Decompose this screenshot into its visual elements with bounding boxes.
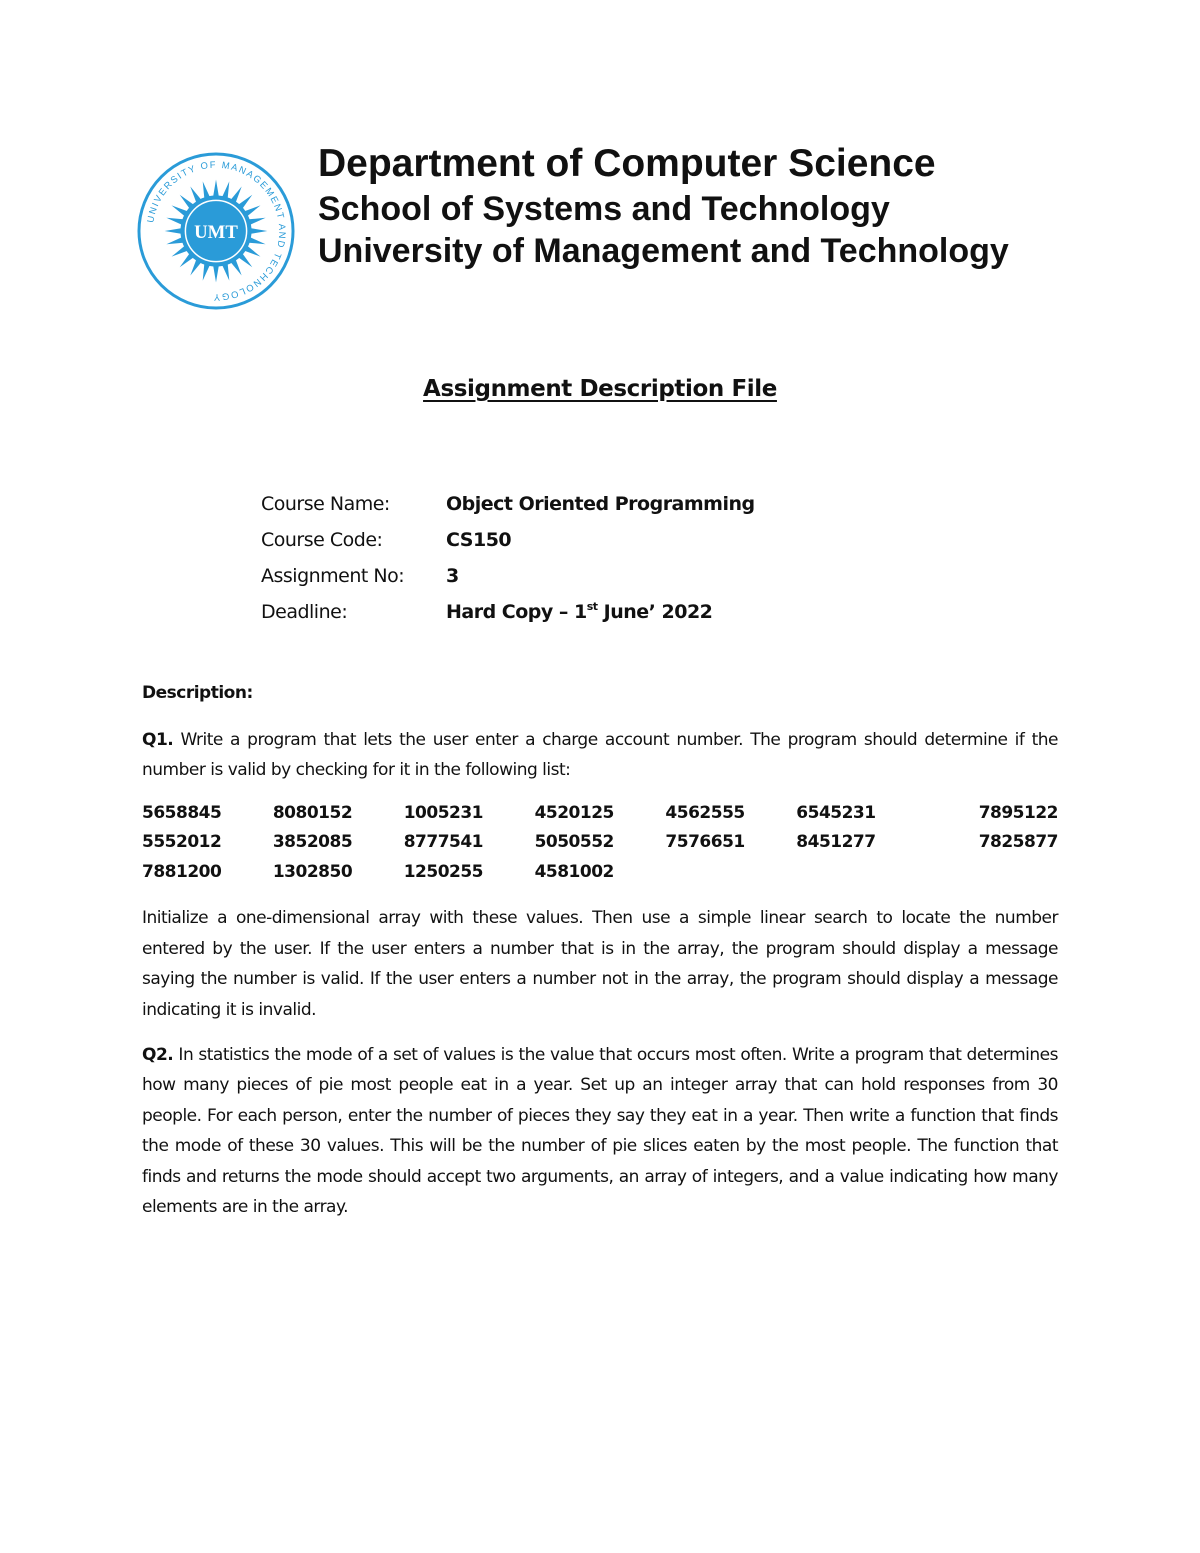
assignment-no-value: 3	[446, 565, 459, 587]
course-code-value: CS150	[446, 529, 512, 551]
course-name-label: Course Name:	[261, 493, 390, 515]
deadline-superscript: st	[586, 600, 598, 613]
account-number: 5658845	[142, 802, 222, 823]
account-number: 5050552	[534, 832, 614, 853]
account-number: 5552012	[142, 832, 222, 853]
account-number: 4520125	[534, 802, 614, 823]
account-number: 8451277	[796, 832, 876, 853]
question-2	[142, 1040, 1058, 1222]
course-code-label: Course Code:	[261, 529, 383, 551]
account-number: 7576651	[665, 832, 745, 853]
assignment-no-label: Assignment No:	[261, 565, 405, 587]
assignment-no-row	[261, 558, 755, 594]
logo-ring-text: UNIVERSITY OF MANAGEMENT AND TECHNOLOGY	[145, 159, 288, 303]
logo-initials: UMT	[194, 221, 238, 243]
question-2-text: In statistics the mode of a set of values is the value that occurs most often. Write a program that determines how many pieces of pie most people eat in a year. Set up an integer array that can hold responses from 30 people. For each person, enter the number of pieces they say they eat in a year. Then write a function that finds the mode of these 30 values. This will be the number of pie slices eaten by the most people. The function that finds and returns the mode should accept two arguments, an array of integers, and a value indicating how many elements are in the array.	[142, 1044, 1058, 1217]
account-number: 1250255	[403, 861, 484, 882]
deadline-row	[261, 594, 755, 630]
course-info	[261, 486, 755, 630]
account-number: 1302850	[272, 861, 353, 882]
university-title: University of Management and Technology	[318, 232, 1009, 270]
question-1-label: Q1.	[142, 730, 174, 750]
course-name-value: Object Oriented Programming	[446, 493, 755, 515]
account-number: 4562555	[665, 802, 745, 823]
deadline-prefix: Hard Copy – 1	[446, 601, 587, 623]
account-number: 6545231	[796, 802, 876, 823]
header	[318, 140, 1009, 272]
question-2-label: Q2.	[142, 1044, 174, 1065]
account-number: 3852085	[272, 832, 353, 853]
question-1-instructions: Initialize a one-dimensional array with these values. Then use a simple linear search to locate the number entered by the user. If the user enters a number that is in the array, the program should display a message saying the number is valid. If the user enters a number not in the array, the program should display a message indicating it is invalid.	[142, 908, 1058, 1020]
account-number: 1005231	[403, 802, 484, 823]
account-number-list	[142, 799, 1058, 888]
course-name-row	[261, 486, 755, 522]
account-number: 7895122	[978, 802, 1058, 823]
school-title: School of Systems and Technology	[318, 190, 890, 228]
description-section	[142, 680, 1058, 1222]
account-number: 7881200	[142, 861, 222, 882]
department-title: Department of Computer Science	[318, 142, 936, 185]
description-heading: Description:	[142, 683, 253, 703]
question-1	[142, 725, 1058, 786]
account-number: 4581002	[534, 861, 614, 882]
deadline-suffix: June’ 2022	[597, 601, 713, 623]
document-title: Assignment Description File	[423, 376, 777, 402]
deadline-label: Deadline:	[261, 601, 348, 623]
account-number: 8080152	[272, 802, 353, 823]
account-number: 7825877	[978, 832, 1058, 853]
deadline-value	[446, 601, 712, 623]
course-code-row	[261, 522, 755, 558]
umt-logo	[137, 152, 295, 310]
question-1-text: Write a program that lets the user enter a charge account number. The program should determine if the number is valid by checking for it in the following list:	[142, 730, 1058, 781]
account-number: 8777541	[403, 832, 484, 853]
